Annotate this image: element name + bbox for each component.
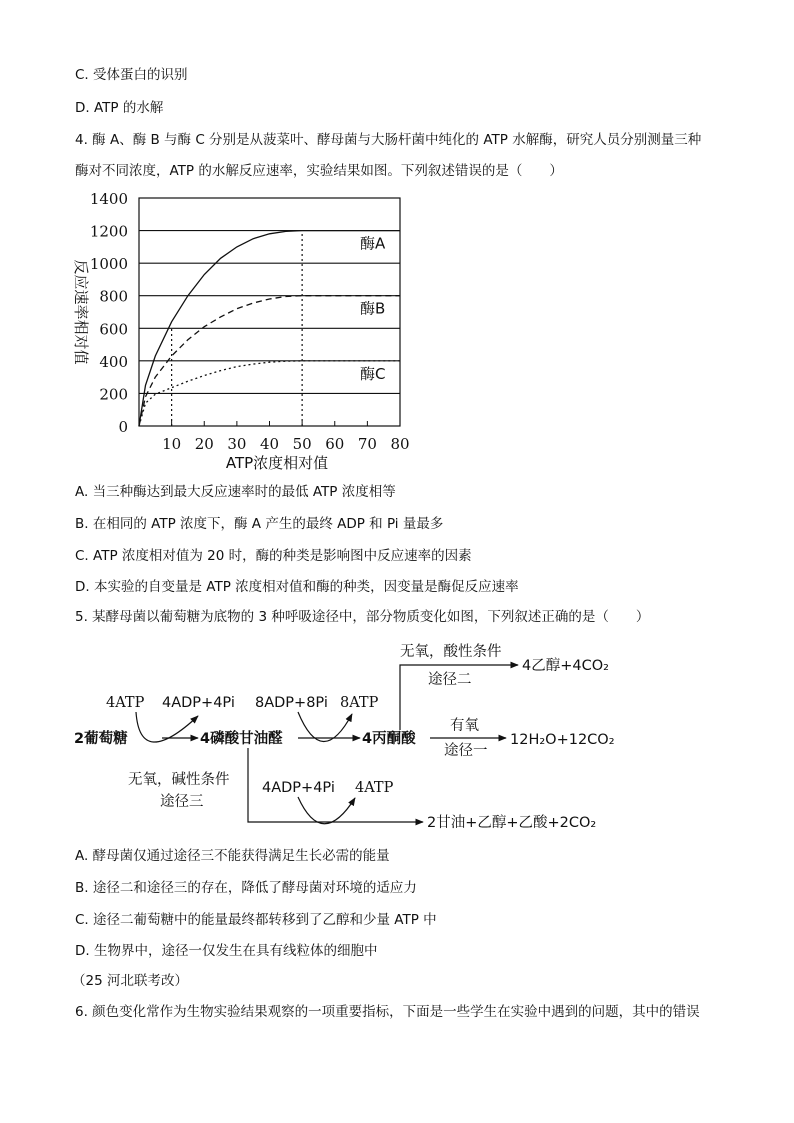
chart-x-tick-label: 30 [227, 435, 247, 453]
pathway-3-product: 2甘油+乙醇+乙酸+2CO₂ [427, 815, 597, 831]
chart-x-tick-label: 70 [357, 435, 377, 453]
option-4b: B. 在相同的 ATP 浓度下，酶 A 产生的最终 ADP 和 Pi 量最多 [75, 516, 444, 532]
label-pathway-3-adp: 4ADP+4Pi [262, 780, 335, 796]
chart-series-line-2 [139, 361, 400, 426]
option-3d: D. ATP 的水解 [75, 100, 164, 116]
chart-series-label: 酶C [360, 364, 386, 383]
chart-y-tick-label: 800 [99, 287, 128, 306]
option-4d: D. 本实验的自变量是 ATP 浓度相对值和酶的种类，因变量是酶促反应速率 [75, 579, 519, 595]
label-8adp-in: 8ADP+8Pi [255, 695, 328, 711]
label-pathway-3-atp: 4ATP [355, 780, 394, 796]
chart-series-line-1 [139, 296, 400, 426]
option-5a: A. 酵母菌仅通过途径三不能获得满足生长必需的能量 [75, 848, 390, 864]
chart-y-tick-label: 0 [118, 418, 128, 436]
chart-y-tick-label: 1400 [89, 190, 128, 208]
chart-x-tick-label: 20 [194, 435, 214, 453]
chart-plot-frame [139, 198, 400, 426]
node-g3p: 4磷酸甘油醛 [200, 731, 283, 747]
chart-x-tick-label: 80 [390, 435, 410, 453]
option-3c: C. 受体蛋白的识别 [75, 67, 188, 83]
chart-y-tick-label: 1000 [89, 255, 128, 274]
chart-y-axis-label: 反应速率相对值 [72, 259, 90, 365]
atp-consumption-arc [136, 712, 198, 742]
arrow-pathway-2 [400, 665, 518, 730]
pathway-3-atp-arc [298, 797, 355, 824]
chart-x-axis-label: ATP浓度相对值 [225, 454, 329, 472]
chart-x-tick-label: 10 [162, 435, 182, 453]
question-6-stem: 6. 颜色变化常作为生物实验结果观察的一项重要指标，下面是一些学生在实验中遇到的问题，其中的错误 [75, 1004, 700, 1020]
pathway-1-condition: 有氧 [450, 718, 479, 734]
chart-series-line-0 [139, 231, 400, 426]
pathway-2-name: 途径二 [428, 672, 472, 688]
pathway-3-name: 途径三 [160, 794, 204, 810]
chart-series-label: 酶B [360, 299, 386, 318]
pathway-2-product: 4乙醇+4CO₂ [522, 658, 609, 674]
chart-y-tick-label: 1200 [89, 222, 128, 241]
label-8atp-out: 8ATP [340, 695, 379, 711]
question-5-stem: 5. 某酵母菌以葡萄糖为底物的 3 种呼吸途径中，部分物质变化如图，下列叙述正确的是（ ） [75, 609, 650, 625]
pathway-3-condition: 无氧，碱性条件 [128, 772, 230, 788]
option-4a: A. 当三种酶达到最大反应速率时的最低 ATP 浓度相等 [75, 484, 396, 500]
pathway-2-condition: 无氧，酸性条件 [400, 644, 502, 660]
option-5c: C. 途径二葡萄糖中的能量最终都转移到了乙醇和少量 ATP 中 [75, 912, 437, 928]
chart-y-tick-label: 200 [99, 385, 128, 404]
chart-y-tick-label: 400 [99, 352, 128, 371]
label-4adp-out: 4ADP+4Pi [162, 695, 235, 711]
arrow-pathway-3 [248, 748, 423, 822]
source-note: （25 河北联考改） [72, 973, 188, 989]
option-5b: B. 途径二和途径三的存在，降低了酵母菌对环境的适应力 [75, 880, 417, 896]
option-4c: C. ATP 浓度相对值为 20 时，酶的种类是影响图中反应速率的因素 [75, 548, 472, 564]
atp-production-arc [298, 712, 352, 742]
pathway-1-product: 12H₂O+12CO₂ [510, 732, 615, 748]
node-glucose: 2葡萄糖 [74, 731, 128, 747]
chart-x-tick-label: 40 [259, 435, 280, 453]
node-pyruvate: 4丙酮酸 [362, 731, 416, 747]
option-5d: D. 生物界中，途径一仅发生在具有线粒体的细胞中 [75, 943, 378, 959]
question-4-stem-line1: 4. 酶 A、酶 B 与酶 C 分别是从菠菜叶、酵母菌与大肠杆菌中纯化的 ATP 水解酶，研究人员分别测量三种 [75, 132, 702, 148]
chart-series-label: 酶A [360, 234, 386, 253]
question-4-stem-line2: 酶对不同浓度，ATP 的水解反应速率，实验结果如图。下列叙述错误的是（ ） [75, 163, 563, 179]
chart-x-tick-label: 50 [292, 435, 312, 453]
label-4atp-in: 4ATP [106, 695, 145, 711]
pathway-1-name: 途径一 [444, 743, 488, 759]
chart-x-tick-label: 60 [325, 435, 345, 453]
chart-y-tick-label: 600 [99, 320, 128, 339]
